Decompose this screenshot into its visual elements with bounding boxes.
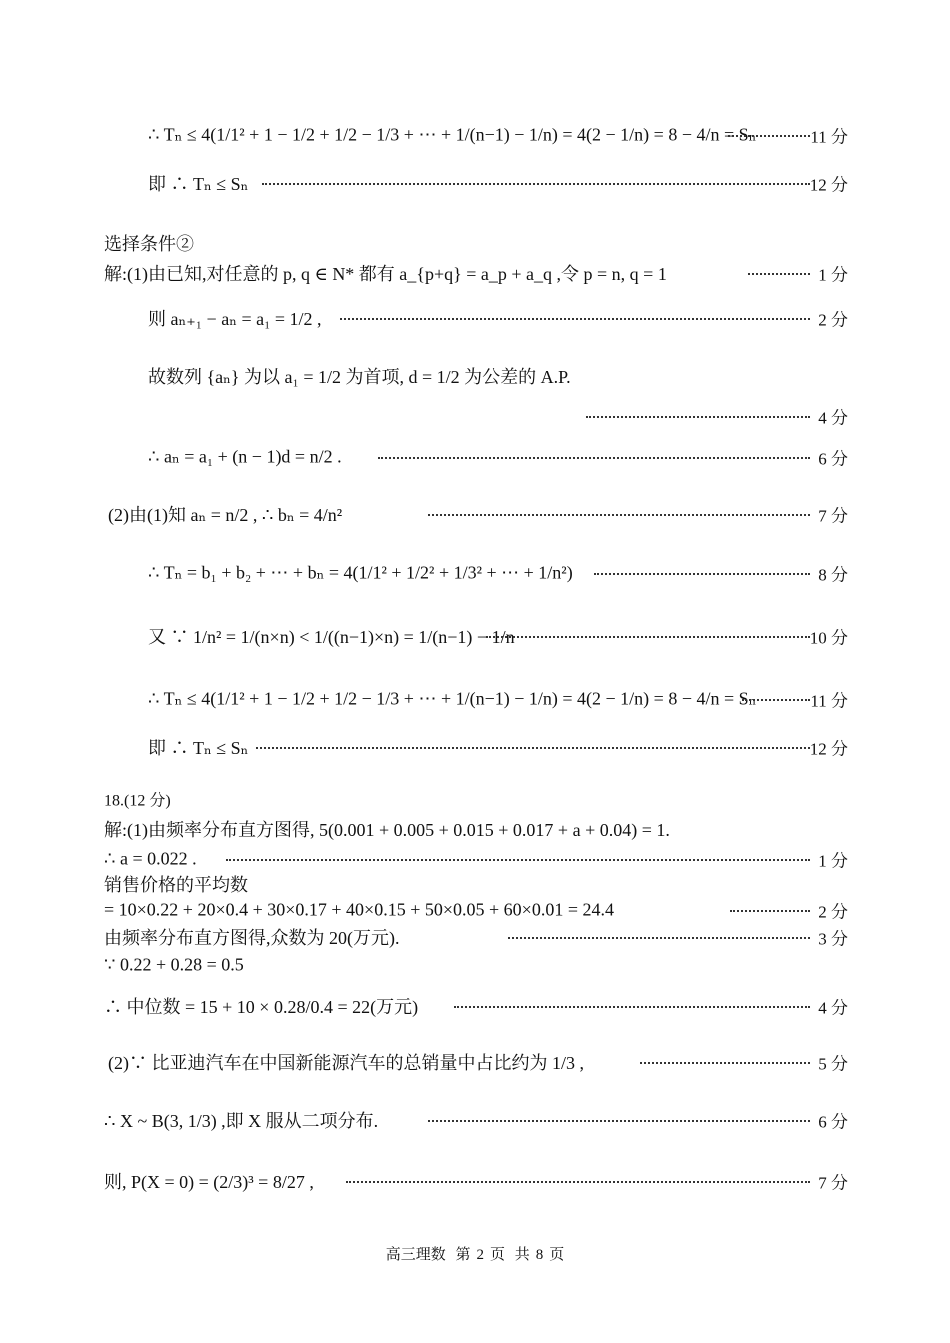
- solution-line: [0, 115, 950, 155]
- dot-leader: [728, 135, 810, 137]
- solution-line: [0, 553, 950, 593]
- solution-line: [0, 986, 950, 1026]
- line-text: 即 ∴ Tₙ ≤ Sₙ: [148, 174, 249, 194]
- line-text: 由频率分布直方图得,众数为 20(万元).: [104, 928, 400, 948]
- solution-line: [0, 298, 950, 338]
- score-label: 11 分: [810, 127, 848, 147]
- score-label: 10 分: [809, 628, 848, 648]
- line-text: ∵ 0.22 + 0.28 = 0.5: [104, 954, 244, 975]
- footer-page-total: 8: [535, 1247, 544, 1263]
- line-text: 则 aₙ₊₁ − aₙ = a₁ = 1/2 ,: [148, 309, 322, 329]
- dot-leader: [508, 937, 810, 939]
- score-label: 3 分: [818, 929, 848, 949]
- solution-line: [0, 1042, 950, 1082]
- dot-leader: [748, 273, 810, 275]
- line-text: (2)由(1)知 aₙ = n/2 , ∴ bₙ = 4/n²: [108, 505, 343, 525]
- line-text: ∴ Tₙ ≤ 4(1/1² + 1 − 1/2 + 1/2 − 1/3 + ⋯ + 1/(n−1) − 1/n) = 4(2 − 1/n) = 8 − 4/n = Sₙ: [148, 688, 757, 709]
- score-label: 2 分: [818, 902, 848, 922]
- solution-line: [0, 1161, 950, 1201]
- dot-leader: [256, 747, 810, 749]
- dot-leader: [340, 318, 810, 320]
- dot-leader: [454, 1006, 810, 1008]
- dot-leader: [742, 699, 810, 701]
- line-text: 即 ∴ Tₙ ≤ Sₙ: [148, 738, 249, 758]
- line-text: 又 ∵ 1/n² = 1/(n×n) < 1/((n−1)×n) = 1/(n−1) − 1/n: [148, 627, 515, 647]
- footer-total-label: 共: [514, 1247, 530, 1263]
- dot-leader: [428, 1120, 810, 1122]
- dot-leader: [640, 1062, 810, 1064]
- line-text: ∴ Tₙ = b₁ + b₂ + ⋯ + bₙ = 4(1/1² + 1/2² + 1/3² + ⋯ + 1/n²): [148, 562, 573, 583]
- score-label: 2 分: [818, 310, 848, 330]
- line-text: 则, P(X = 0) = (2/3)³ = 8/27 ,: [104, 1172, 314, 1192]
- score-label: 12 分: [809, 175, 848, 195]
- dot-leader: [586, 416, 810, 418]
- score-label: 8 分: [818, 565, 848, 585]
- dot-leader: [226, 859, 810, 861]
- solution-line: [0, 437, 950, 477]
- score-label: 6 分: [818, 449, 848, 469]
- line-text: ∴ Tₙ ≤ 4(1/1² + 1 − 1/2 + 1/2 − 1/3 + ⋯ + 1/(n−1) − 1/n) = 4(2 − 1/n) = 8 − 4/n = Sₙ: [148, 124, 757, 145]
- dot-leader: [594, 573, 810, 575]
- solution-line: [0, 494, 950, 534]
- score-label: 11 分: [810, 691, 848, 711]
- score-label: 12 分: [809, 739, 848, 759]
- solution-line: [0, 945, 950, 985]
- footer-page-unit: 页: [489, 1247, 505, 1263]
- footer-total-unit: 页: [549, 1247, 565, 1263]
- score-label: 7 分: [818, 1173, 848, 1193]
- line-text: ∴ X ~ B(3, 1/3) ,即 X 服从二项分布.: [104, 1111, 379, 1131]
- score-label: 1 分: [818, 851, 848, 871]
- line-text: 故数列 {aₙ} 为以 a₁ = 1/2 为首项, d = 1/2 为公差的 A.P.: [148, 367, 571, 387]
- line-text: (2)∵ 比亚迪汽车在中国新能源汽车的总销量中占比约为 1/3 ,: [108, 1053, 584, 1073]
- solution-line: [0, 163, 950, 203]
- score-label: 1 分: [818, 265, 848, 285]
- score-label: 4 分: [818, 998, 848, 1018]
- line-text: 销售价格的平均数: [104, 875, 248, 895]
- dot-leader: [378, 457, 810, 459]
- solution-line: [0, 616, 950, 656]
- score-label: 7 分: [818, 506, 848, 526]
- solution-line: [0, 356, 950, 396]
- score-label: 6 分: [818, 1112, 848, 1132]
- line-text: 解:(1)由频率分布直方图得, 5(0.001 + 0.005 + 0.015 + 0.017 + a + 0.04) = 1.: [104, 820, 670, 840]
- dot-leader: [428, 514, 810, 516]
- score-label: 5 分: [818, 1054, 848, 1074]
- line-text: 选择条件②: [104, 234, 194, 254]
- footer-page-current: 2: [476, 1247, 484, 1263]
- page-footer: [0, 1243, 950, 1264]
- solution-line: [0, 253, 950, 293]
- dot-leader: [262, 183, 810, 185]
- line-text: 18.(12 分): [104, 792, 171, 810]
- line-text: ∴ aₙ = a₁ + (n − 1)d = n/2 .: [148, 446, 342, 467]
- solution-line: [0, 1100, 950, 1140]
- footer-subject: 高三理数: [385, 1247, 446, 1263]
- solution-line: [0, 727, 950, 767]
- line-text: ∴ 中位数 = 15 + 10 × 0.28/0.4 = 22(万元): [104, 997, 419, 1017]
- solution-line: [0, 396, 950, 436]
- line-text: = 10×0.22 + 20×0.4 + 30×0.17 + 40×0.15 + 50×0.05 + 60×0.01 = 24.4: [104, 899, 614, 920]
- dot-leader: [346, 1181, 810, 1183]
- solution-line: [0, 679, 950, 719]
- line-text: ∴ a = 0.022 .: [104, 848, 197, 869]
- line-text: 解:(1)由已知,对任意的 p, q ∈ N* 都有 a_{p+q} = a_p + a_q ,令 p = n, q = 1: [104, 264, 667, 284]
- footer-page-label: 第: [455, 1247, 471, 1263]
- dot-leader: [730, 910, 810, 912]
- dot-leader: [486, 636, 810, 638]
- score-label: 4 分: [818, 408, 848, 428]
